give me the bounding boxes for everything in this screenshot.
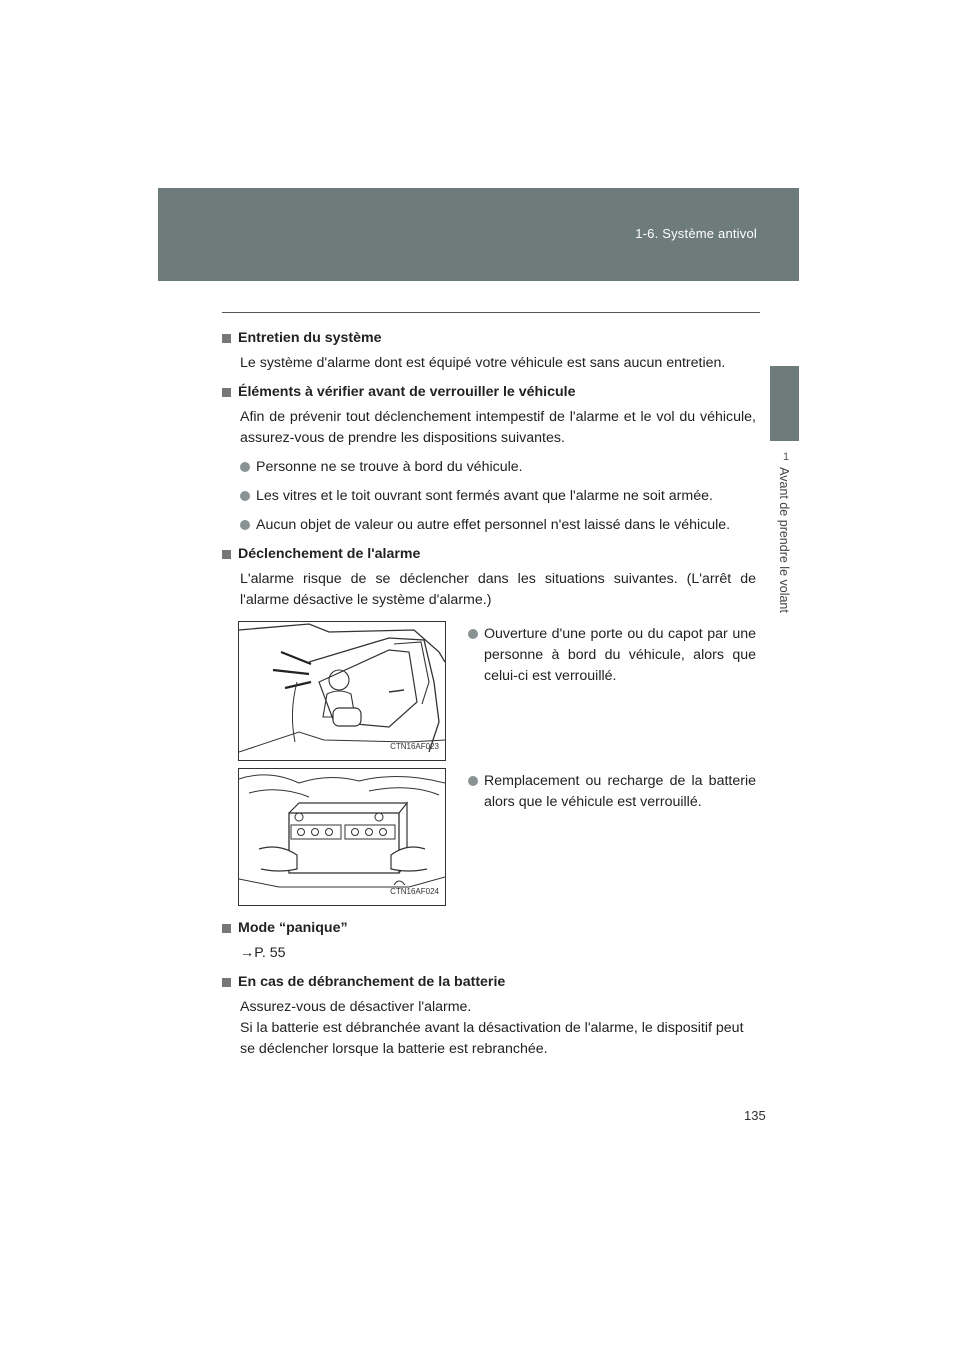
header-band: [158, 188, 799, 281]
chapter-label: Avant de prendre le volant: [777, 467, 791, 613]
battery-text-2: Si la batterie est débranchée avant la désactivation de l'alarme, le dispositif peut se déclencher lorsque la batterie est rebranchée.: [240, 1020, 744, 1057]
illustration-code: CTN16AF023: [390, 742, 439, 751]
heading-trigger: Déclenchement de l'alarme: [222, 544, 756, 565]
heading-maintenance: Entretien du système: [222, 328, 756, 349]
maintenance-text: Le système d'alarme dont est équipé votre véhicule est sans aucun entretien.: [240, 355, 726, 371]
square-bullet-icon: [222, 388, 231, 397]
page-reference: →P. 55: [240, 945, 286, 961]
round-bullet-icon: [240, 520, 250, 530]
main-content: [222, 328, 756, 1068]
square-bullet-icon: [222, 550, 231, 559]
square-bullet-icon: [222, 924, 231, 933]
round-bullet-icon: [468, 776, 478, 786]
illustration-code: CTN16AF024: [390, 887, 439, 896]
heading-battery: En cas de débranchement de la batterie: [222, 972, 756, 993]
round-bullet-icon: [240, 491, 250, 501]
battery-text-1: Assurez-vous de désactiver l'alarme.: [240, 999, 472, 1015]
header-rule: [222, 312, 760, 313]
round-bullet-icon: [240, 462, 250, 472]
list-item: Ouverture d'une porte ou du capot par une personne à bord du véhicule, alors que celui-ci est verrouillé.: [446, 621, 756, 761]
battery-illustration: [238, 768, 446, 906]
section-title: 1-6. Système antivol: [635, 226, 757, 241]
car-door-illustration: [238, 621, 446, 761]
checks-text: Afin de prévenir tout déclenchement intempestif de l'alarme et le vol du véhicule, assurez-vous de prendre les dispositions suivantes.: [240, 409, 756, 446]
heading-checks: Éléments à vérifier avant de verrouiller le véhicule: [222, 382, 756, 403]
list-item: Remplacement ou recharge de la batterie alors que le véhicule est verrouillé.: [446, 768, 756, 906]
chapter-number: 1: [783, 451, 790, 463]
square-bullet-icon: [222, 978, 231, 987]
heading-panic: Mode “panique”: [222, 918, 756, 939]
illustration-row: [238, 768, 756, 906]
chapter-tab: [770, 366, 799, 441]
round-bullet-icon: [468, 629, 478, 639]
page-number: 135: [744, 1108, 766, 1123]
list-item: Aucun objet de valeur ou autre effet personnel n'est laissé dans le véhicule.: [240, 515, 756, 536]
list-item: Personne ne se trouve à bord du véhicule.: [240, 457, 756, 478]
list-item: Les vitres et le toit ouvrant sont fermés avant que l'alarme ne soit armée.: [240, 486, 756, 507]
illustration-row: [238, 621, 756, 761]
square-bullet-icon: [222, 334, 231, 343]
trigger-text: L'alarme risque de se déclencher dans les situations suivantes. (L'arrêt de l'alarme désactive le système d'alarme.): [240, 571, 756, 608]
